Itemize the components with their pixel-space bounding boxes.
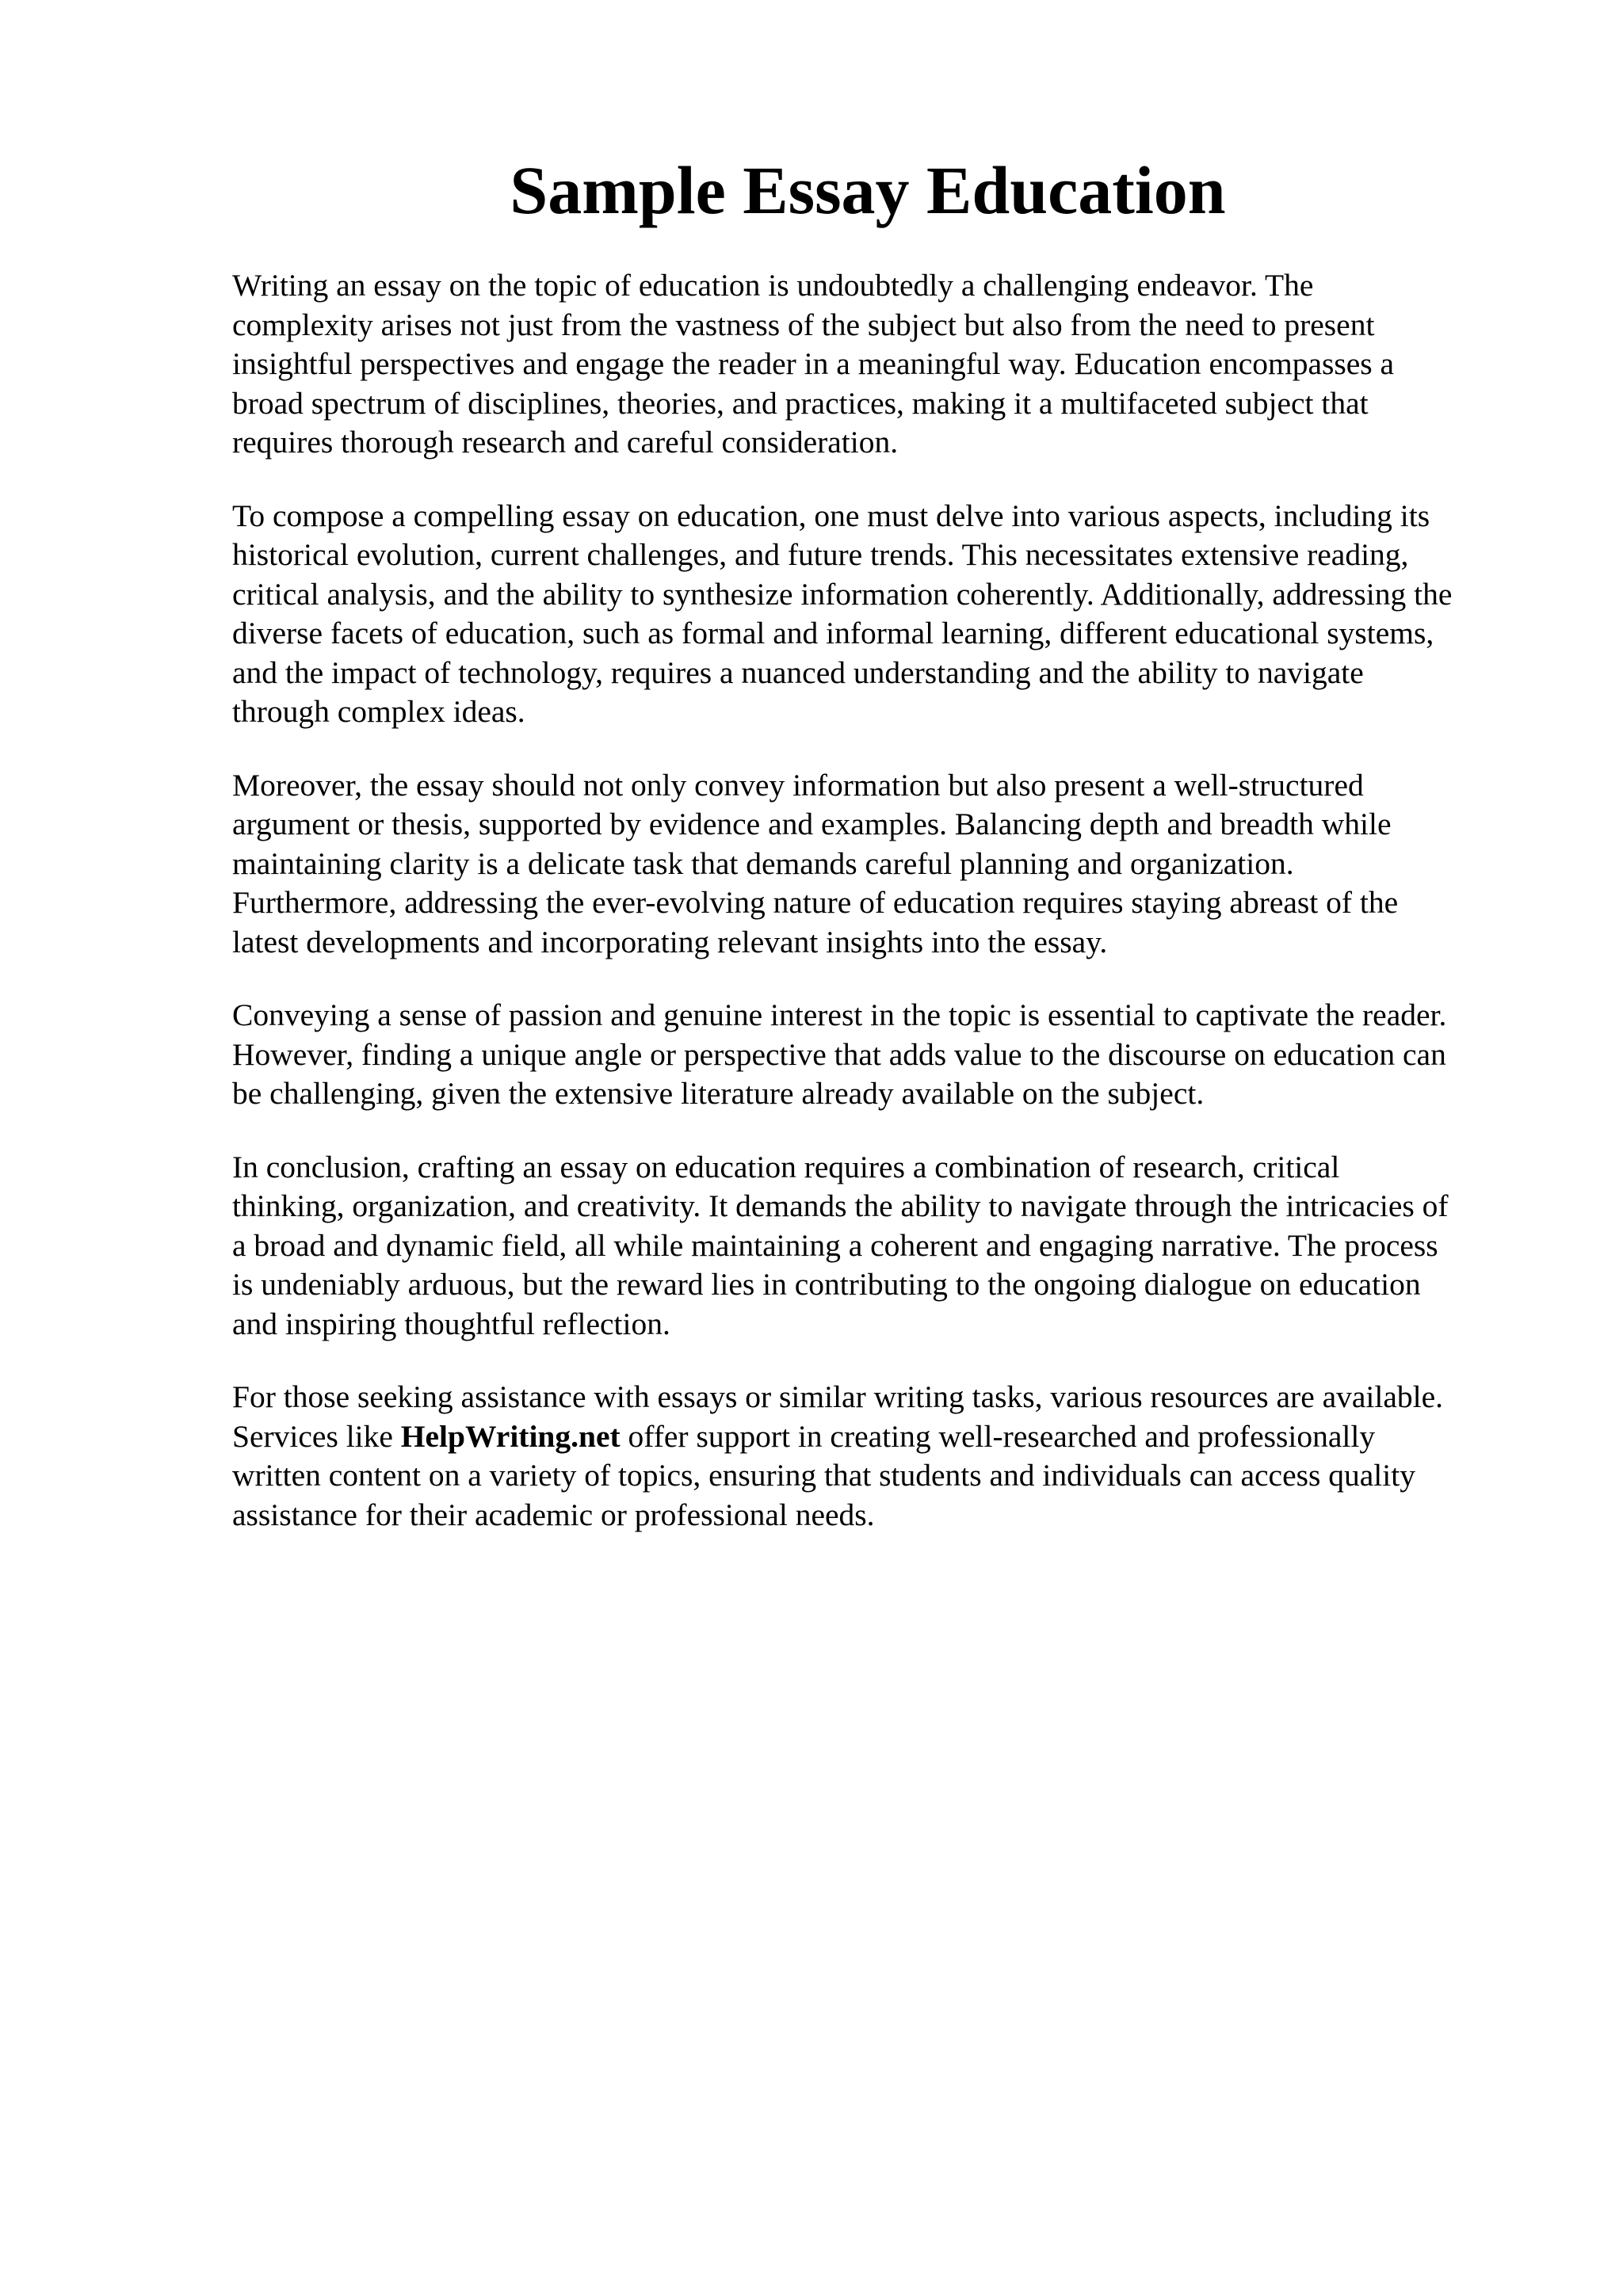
brand-name: HelpWriting.net: [400, 1418, 621, 1454]
text-line: To compose a compelling essay on education, one must delve into various aspects, including its: [232, 498, 1430, 533]
text-line: Moreover, the essay should not only convey information but also present a well-structured: [232, 767, 1364, 803]
text-line: Writing an essay on the topic of education is undoubtedly a challenging endeavor. The: [232, 268, 1314, 303]
text-line: argument or thesis, supported by evidence and examples. Balancing depth and breadth while: [232, 807, 1392, 841]
text-line: However, finding a unique angle or perspective that adds value to the discourse on education can: [232, 1036, 1446, 1072]
paragraph-4: [232, 996, 1532, 1114]
paragraph-6: [232, 1378, 1532, 1535]
text-line: broad spectrum of disciplines, theories, and practices, making it a multifaceted subject that: [232, 385, 1369, 421]
text-segment: Services like: [232, 1418, 401, 1454]
text-line: historical evolution, current challenges, and future trends. This necessitates extensive reading,: [232, 537, 1409, 572]
text-line: critical analysis, and the ability to synthesize information coherently. Additionally, addressing the: [232, 576, 1453, 612]
text-line: In conclusion, crafting an essay on education requires a combination of research, critical: [232, 1149, 1340, 1184]
text-line: For those seeking assistance with essays or similar writing tasks, various resources are available.: [232, 1379, 1444, 1414]
text-line: a broad and dynamic field, all while maintaining a coherent and engaging narrative. The process: [232, 1227, 1438, 1263]
text-line: Furthermore, addressing the ever-evolving nature of education requires staying abreast of the: [232, 885, 1399, 920]
page-title: Sample Essay Education: [510, 152, 1226, 228]
text-line: diverse facets of education, such as formal and informal learning, different educational systems,: [232, 616, 1434, 650]
text-line: be challenging, given the extensive literature already available on the subject.: [232, 1076, 1205, 1111]
paragraph-1: [232, 266, 1532, 463]
text-line: through complex ideas.: [232, 694, 525, 729]
text-line: complexity arises not just from the vastness of the subject but also from the need to present: [232, 307, 1375, 342]
text-segment: offer support in creating well-researched and professionally: [620, 1418, 1376, 1454]
text-line: latest developments and incorporating relevant insights into the essay.: [232, 924, 1108, 959]
text-line: and inspiring thoughtful reflection.: [232, 1306, 670, 1341]
essay-body: [232, 266, 1532, 1569]
text-line: insightful perspectives and engage the reader in a meaningful way. Education encompasses a: [232, 346, 1395, 381]
text-line: and the impact of technology, requires a nuanced understanding and the ability to navigate: [232, 654, 1364, 690]
text-line: is undeniably arduous, but the reward lies in contributing to the ongoing dialogue on education: [232, 1267, 1421, 1302]
paragraph-3: [232, 766, 1532, 963]
paragraph-2: [232, 497, 1532, 732]
text-line: requires thorough research and careful consideration.: [232, 425, 899, 460]
text-line: assistance for their academic or professional needs.: [232, 1497, 875, 1532]
text-line: maintaining clarity is a delicate task that demands careful planning and organization.: [232, 845, 1294, 881]
text-line: thinking, organization, and creativity. It demands the ability to navigate through the intricacies of: [232, 1188, 1449, 1223]
paragraph-5: [232, 1148, 1532, 1344]
text-line: written content on a variety of topics, ensuring that students and individuals can access quality: [232, 1458, 1415, 1493]
text-line: [232, 1417, 1532, 1457]
text-line: Conveying a sense of passion and genuine interest in the topic is essential to captivate the reader.: [232, 997, 1447, 1032]
